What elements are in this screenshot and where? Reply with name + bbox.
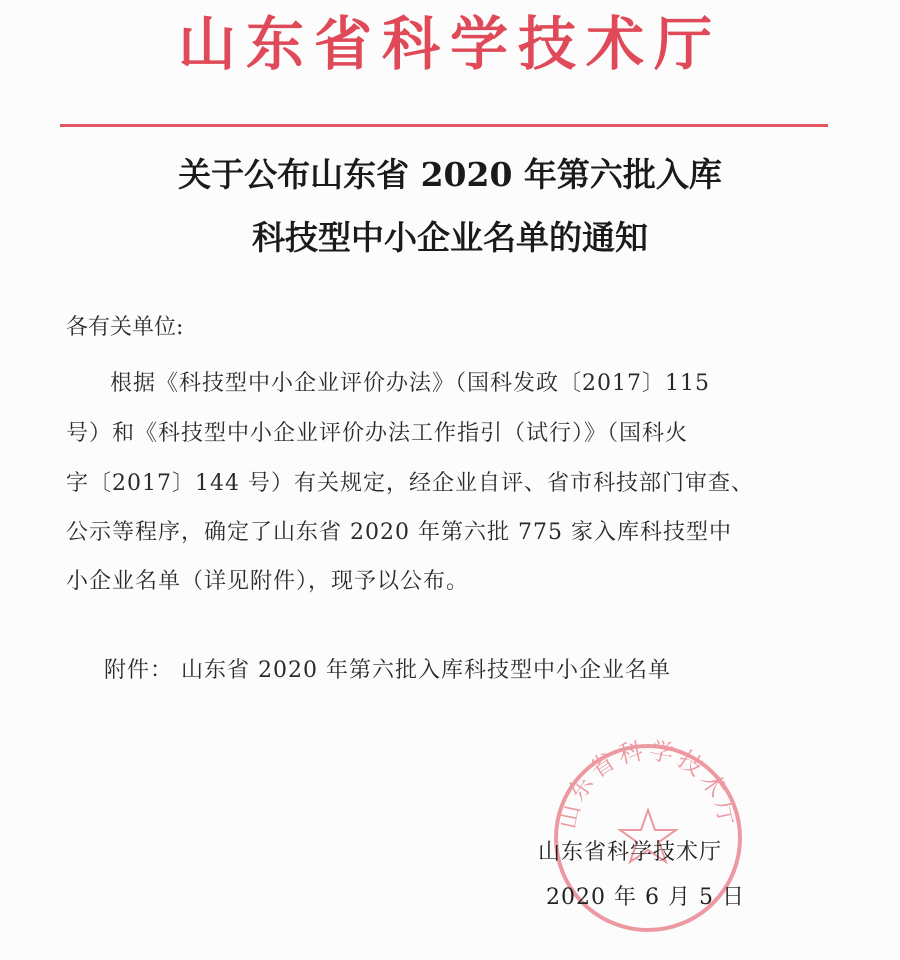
seal-text-path: 山东省科学技术厅 [553, 738, 743, 832]
body-line-2: 号）和《科技型中小企业评价办法工作指引（试行）》（国科火 [66, 421, 689, 446]
body-line-3: 字〔2017〕144 号）有关规定，经企业自评、省市科技部门审查、 [66, 471, 754, 496]
document-title-line-1: 关于公布山东省 2020 年第六批入库 [178, 155, 722, 194]
seal-text [553, 738, 743, 831]
signature-org: 山东省科学技术厅 [538, 840, 723, 865]
letterhead-org-name: 山东省科学技术厅 [177, 10, 722, 78]
body-line-1: 根据《科技型中小企业评价办法》（国科发政〔2017〕115 [110, 371, 710, 396]
body-line-4: 公示等程序，确定了山东省 2020 年第六批 775 家入库科技型中 [66, 520, 732, 545]
document-title-line-2: 科技型中小企业名单的通知 [252, 218, 648, 257]
attachment-line: 附件： 山东省 2020 年第六批入库科技型中小企业名单 [104, 658, 671, 683]
body-line-5: 小企业名单（详见附件），现予以公布。 [66, 569, 470, 594]
signature-date: 2020 年 6 月 5 日 [546, 885, 745, 910]
letterhead-divider [60, 124, 828, 127]
salutation: 各有关单位: [66, 315, 184, 340]
